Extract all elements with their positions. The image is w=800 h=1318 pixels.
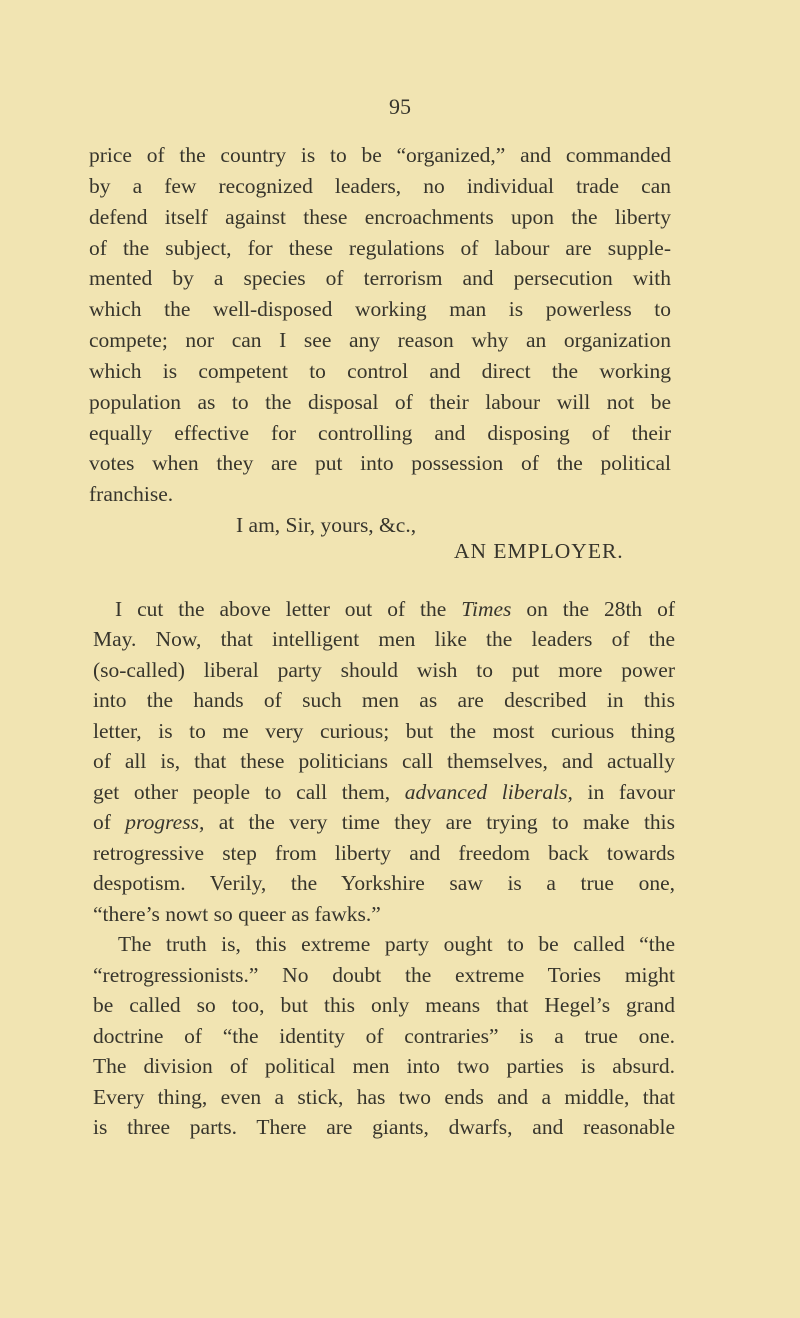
text-span: I cut the above letter out of the (115, 597, 447, 621)
text-line: price of the country is to be “organized,” and commanded (89, 143, 671, 167)
text-line: retrogressive step from liberty and freedom back towards (93, 841, 675, 865)
text-line: equally effective for controlling and disposing of their (89, 421, 671, 445)
text-line: The division of political men into two parties is absurd. (93, 1054, 675, 1078)
letter-closing: I am, Sir, yours, &c., (236, 513, 417, 537)
text-line: into the hands of such men as are described in this (93, 688, 675, 712)
text-line: votes when they are put into possession of the political (89, 451, 671, 475)
text-line (115, 594, 675, 624)
text-line: franchise. (89, 482, 174, 506)
text-line (93, 807, 675, 837)
text-line: population as to the disposal of their labour will not be (89, 390, 671, 414)
text-span: on the 28th of (526, 597, 675, 621)
italic-span: advanced liberals, (404, 780, 573, 804)
text-line: Every thing, even a stick, has two ends and a middle, that (93, 1085, 675, 1109)
text-line: “retrogressionists.” No doubt the extreme Tories might (93, 963, 675, 987)
text-line: defend itself against these encroachments upon the liberty (89, 205, 671, 229)
text-line: be called so too, but this only means that Hegel’s grand (93, 993, 675, 1017)
text-line: doctrine of “the identity of contraries” is a true one. (93, 1024, 675, 1048)
text-span: of (93, 810, 111, 834)
text-line: “there’s nowt so queer as fawks.” (93, 902, 381, 926)
text-line: of all is, that these politicians call themselves, and actually (93, 749, 675, 773)
text-line (93, 777, 675, 807)
text-line: May. Now, that intelligent men like the leaders of the (93, 627, 675, 651)
text-line: The truth is, this extreme party ought to be called “the (118, 932, 675, 956)
page-number: 95 (389, 94, 411, 119)
text-span: in favour (587, 780, 676, 804)
text-line: which the well-disposed working man is powerless to (89, 297, 671, 321)
text-line: of the subject, for these regulations of labour are supple- (89, 236, 671, 260)
text-line: by a few recognized leaders, no individual trade can (89, 174, 671, 198)
text-span: get other people to call them, (93, 780, 391, 804)
text-span: at the very time they are trying to make this (218, 810, 676, 834)
letter-signature: AN EMPLOYER. (454, 539, 624, 563)
italic-span: progress, (125, 810, 205, 834)
text-line: despotism. Verily, the Yorkshire saw is a true one, (93, 871, 675, 895)
text-line: mented by a species of terrorism and persecution with (89, 266, 671, 290)
text-line: (so-called) liberal party should wish to put more power (93, 658, 675, 682)
text-line: is three parts. There are giants, dwarfs, and reasonable (93, 1115, 675, 1139)
italic-span: Times (461, 597, 512, 621)
text-line: letter, is to me very curious; but the most curious thing (93, 719, 675, 743)
text-line: compete; nor can I see any reason why an organization (89, 328, 671, 352)
text-line: which is competent to control and direct the working (89, 359, 671, 383)
